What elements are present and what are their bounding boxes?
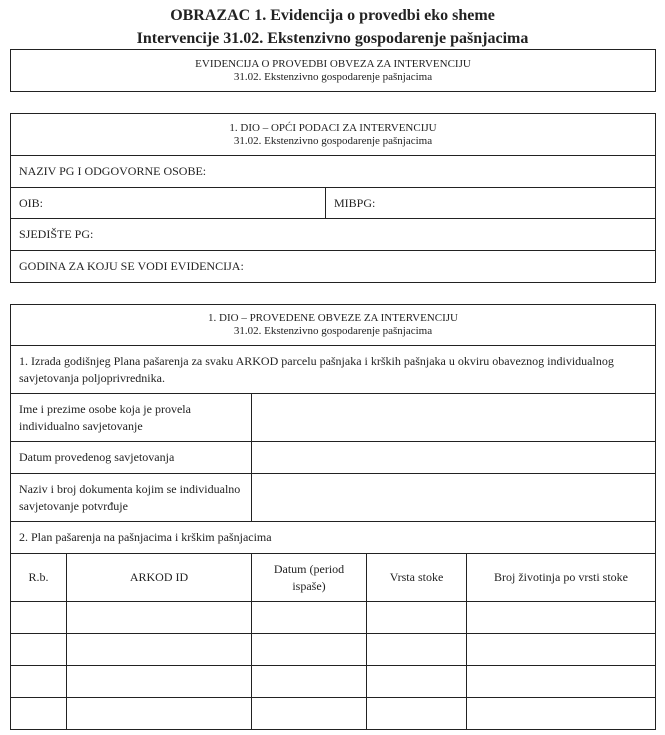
ime-savjetnika-input[interactable] xyxy=(252,394,656,442)
cell-rb[interactable] xyxy=(11,698,67,730)
item1-plan-pasarenja: 1. Izrada godišnjeg Plana pašarenja za svaku ARKOD parcelu pašnjaka i krških pašnjaka u okviru obaveznog individualnog savjetovanja poljoprivrednika. xyxy=(11,346,656,394)
dokument-input[interactable] xyxy=(252,474,656,522)
cell-vrsta-stoke[interactable] xyxy=(367,634,467,666)
evidencija-header-box xyxy=(10,49,656,92)
provedene-obveze-section xyxy=(10,304,656,730)
col-header-vrsta-stoke: Vrsta stoke xyxy=(367,554,467,602)
cell-rb[interactable] xyxy=(11,634,67,666)
cell-datum[interactable] xyxy=(252,698,367,730)
col-header-arkod-id: ARKOD ID xyxy=(67,554,252,602)
cell-broj-zivotinja[interactable] xyxy=(467,634,656,666)
cell-vrsta-stoke[interactable] xyxy=(367,602,467,634)
cell-arkod-id[interactable] xyxy=(67,602,252,634)
cell-arkod-id[interactable] xyxy=(67,634,252,666)
dokument-label: Naziv i broj dokumenta kojim se individualno savjetovanje potvrđuje xyxy=(11,474,252,522)
cell-datum[interactable] xyxy=(252,602,367,634)
opci-podaci-heading: 1. DIO – OPĆI PODACI ZA INTERVENCIJU 31.02. Ekstenzivno gospodarenje pašnjacima xyxy=(11,114,656,156)
cell-broj-zivotinja[interactable] xyxy=(467,602,656,634)
provedene-obveze-heading: 1. DIO – PROVEDENE OBVEZE ZA INTERVENCIJU 31.02. Ekstenzivno gospodarenje pašnjacima xyxy=(11,305,656,346)
ime-savjetnika-label: Ime i prezime osobe koja je provela individualno savjetovanje xyxy=(11,394,252,442)
cell-vrsta-stoke[interactable] xyxy=(367,666,467,698)
godina-field[interactable]: GODINA ZA KOJU SE VODI EVIDENCIJA: xyxy=(11,251,656,283)
cell-arkod-id[interactable] xyxy=(67,666,252,698)
col-header-datum: Datum (period ispaše) xyxy=(252,554,367,602)
form-subtitle: Intervencije 31.02. Ekstenzivno gospodarenje pašnjacima xyxy=(136,30,529,47)
oib-field[interactable]: OIB: xyxy=(11,188,326,219)
cell-arkod-id[interactable] xyxy=(67,698,252,730)
table-row xyxy=(11,602,656,634)
cell-broj-zivotinja[interactable] xyxy=(467,698,656,730)
datum-savjetovanja-label: Datum provedenog savjetovanja xyxy=(11,442,252,474)
col-header-broj-zivotinja: Broj životinja po vrsti stoke xyxy=(467,554,656,602)
cell-broj-zivotinja[interactable] xyxy=(467,666,656,698)
table-row xyxy=(11,634,656,666)
datum-savjetovanja-input[interactable] xyxy=(252,442,656,474)
form-title: OBRAZAC 1. Evidencija o provedbi eko sheme xyxy=(170,7,495,24)
evidencija-heading: EVIDENCIJA O PROVEDBI OBVEZA ZA INTERVENCIJU 31.02. Ekstenzivno gospodarenje pašnjacima xyxy=(11,50,656,92)
cell-rb[interactable] xyxy=(11,666,67,698)
cell-vrsta-stoke[interactable] xyxy=(367,698,467,730)
cell-datum[interactable] xyxy=(252,666,367,698)
table-row xyxy=(11,698,656,730)
cell-datum[interactable] xyxy=(252,634,367,666)
mibpg-field[interactable]: MIBPG: xyxy=(326,188,656,219)
opci-podaci-section xyxy=(10,113,656,283)
cell-rb[interactable] xyxy=(11,602,67,634)
table-row xyxy=(11,666,656,698)
item2-plan-pasarenja: 2. Plan pašarenja na pašnjacima i krškim pašnjacima xyxy=(11,522,656,554)
col-header-rb: R.b. xyxy=(11,554,67,602)
naziv-pg-field[interactable]: NAZIV PG I ODGOVORNE OSOBE: xyxy=(11,156,656,188)
sjediste-pg-field[interactable]: SJEDIŠTE PG: xyxy=(11,219,656,251)
